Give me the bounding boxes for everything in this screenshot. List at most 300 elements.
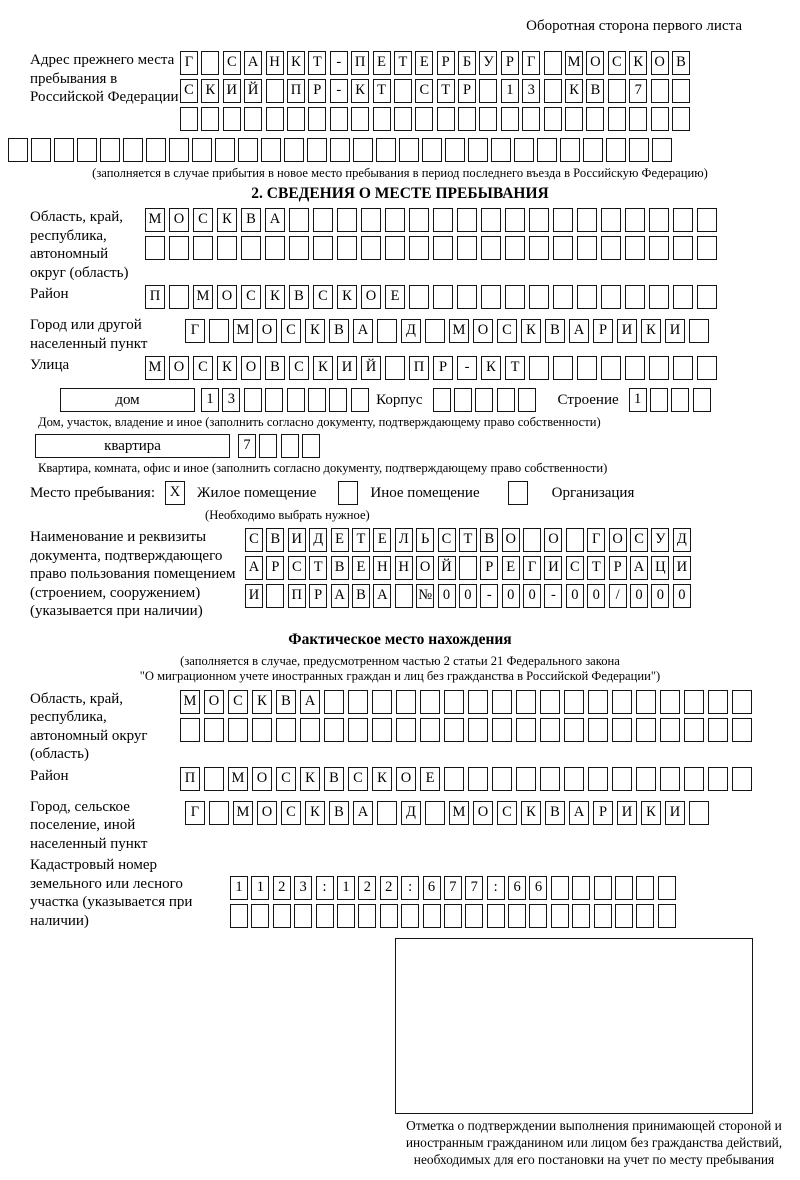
char-cell[interactable] <box>649 208 669 232</box>
char-cell[interactable]: Г <box>522 51 540 75</box>
char-cell[interactable] <box>209 801 229 825</box>
char-cell[interactable]: П <box>409 356 429 380</box>
char-cell[interactable]: А <box>300 690 320 714</box>
char-cell[interactable]: 0 <box>459 584 477 608</box>
char-cell[interactable] <box>518 388 536 412</box>
char-cell[interactable] <box>652 138 672 162</box>
char-cell[interactable] <box>457 285 477 309</box>
char-cell[interactable] <box>612 690 632 714</box>
char-cell[interactable]: Т <box>459 528 477 552</box>
char-cell[interactable] <box>697 236 717 260</box>
char-cell[interactable] <box>606 138 626 162</box>
char-cell[interactable]: Р <box>309 584 327 608</box>
char-cell[interactable]: - <box>457 356 477 380</box>
char-cell[interactable]: М <box>449 319 469 343</box>
char-cell[interactable] <box>287 107 305 131</box>
char-cell[interactable]: В <box>672 51 690 75</box>
char-cell[interactable] <box>693 388 711 412</box>
char-cell[interactable] <box>353 138 373 162</box>
char-cell[interactable]: С <box>289 356 309 380</box>
char-cell[interactable]: - <box>330 51 348 75</box>
char-cell[interactable]: 0 <box>630 584 648 608</box>
char-cell[interactable]: К <box>305 801 325 825</box>
char-cell[interactable] <box>658 876 676 900</box>
char-cell[interactable]: П <box>287 79 305 103</box>
char-cell[interactable] <box>324 718 344 742</box>
char-cell[interactable] <box>514 138 534 162</box>
char-cell[interactable] <box>433 236 453 260</box>
char-cell[interactable]: : <box>487 876 505 900</box>
char-cell[interactable]: Т <box>309 556 327 580</box>
char-cell[interactable]: 1 <box>337 876 355 900</box>
char-cell[interactable] <box>444 690 464 714</box>
char-cell[interactable]: О <box>257 801 277 825</box>
char-cell[interactable] <box>396 690 416 714</box>
char-cell[interactable]: Н <box>373 556 391 580</box>
char-cell[interactable]: О <box>361 285 381 309</box>
char-cell[interactable]: С <box>497 319 517 343</box>
char-cell[interactable]: Г <box>587 528 605 552</box>
char-cell[interactable] <box>180 718 200 742</box>
char-cell[interactable] <box>230 904 248 928</box>
char-cell[interactable] <box>251 904 269 928</box>
char-cell[interactable]: Д <box>401 319 421 343</box>
char-cell[interactable]: Р <box>266 556 284 580</box>
char-cell[interactable]: О <box>586 51 604 75</box>
char-cell[interactable] <box>281 434 299 458</box>
char-cell[interactable]: И <box>665 319 685 343</box>
char-cell[interactable]: 6 <box>508 876 526 900</box>
char-cell[interactable] <box>385 356 405 380</box>
char-cell[interactable] <box>636 904 654 928</box>
house-type-box[interactable]: дом <box>60 388 195 412</box>
char-cell[interactable] <box>302 434 320 458</box>
char-cell[interactable] <box>308 388 326 412</box>
char-cell[interactable] <box>223 107 241 131</box>
char-cell[interactable] <box>588 690 608 714</box>
char-cell[interactable] <box>361 236 381 260</box>
char-cell[interactable]: О <box>204 690 224 714</box>
char-cell[interactable] <box>708 767 728 791</box>
char-cell[interactable]: Е <box>373 51 391 75</box>
char-cell[interactable]: О <box>252 767 272 791</box>
char-cell[interactable]: А <box>244 51 262 75</box>
char-cell[interactable] <box>636 718 656 742</box>
char-cell[interactable]: 7 <box>444 876 462 900</box>
char-cell[interactable] <box>468 690 488 714</box>
char-cell[interactable] <box>420 718 440 742</box>
char-cell[interactable] <box>244 107 262 131</box>
char-cell[interactable] <box>625 356 645 380</box>
char-cell[interactable]: С <box>228 690 248 714</box>
char-cell[interactable]: А <box>630 556 648 580</box>
char-cell[interactable] <box>422 138 442 162</box>
char-cell[interactable]: В <box>352 584 370 608</box>
char-cell[interactable] <box>289 236 309 260</box>
char-cell[interactable]: П <box>351 51 369 75</box>
char-cell[interactable] <box>601 208 621 232</box>
char-cell[interactable] <box>395 584 413 608</box>
char-cell[interactable] <box>551 904 569 928</box>
char-cell[interactable]: А <box>265 208 285 232</box>
char-cell[interactable]: Д <box>401 801 421 825</box>
char-cell[interactable] <box>266 584 284 608</box>
char-cell[interactable] <box>330 138 350 162</box>
char-cell[interactable] <box>316 904 334 928</box>
char-cell[interactable]: 0 <box>438 584 456 608</box>
char-cell[interactable]: В <box>241 208 261 232</box>
char-cell[interactable] <box>146 138 166 162</box>
char-cell[interactable]: Р <box>593 801 613 825</box>
char-cell[interactable] <box>564 718 584 742</box>
char-cell[interactable] <box>31 138 51 162</box>
char-cell[interactable] <box>261 138 281 162</box>
char-cell[interactable] <box>594 876 612 900</box>
char-cell[interactable]: : <box>316 876 334 900</box>
char-cell[interactable]: 0 <box>587 584 605 608</box>
char-cell[interactable]: К <box>372 767 392 791</box>
char-cell[interactable]: Й <box>361 356 381 380</box>
char-cell[interactable] <box>697 285 717 309</box>
char-cell[interactable] <box>54 138 74 162</box>
char-cell[interactable] <box>487 904 505 928</box>
char-cell[interactable] <box>324 690 344 714</box>
char-cell[interactable]: М <box>228 767 248 791</box>
char-cell[interactable]: С <box>438 528 456 552</box>
char-cell[interactable] <box>444 904 462 928</box>
char-cell[interactable]: Р <box>458 79 476 103</box>
char-cell[interactable]: 3 <box>522 79 540 103</box>
char-cell[interactable] <box>425 801 445 825</box>
char-cell[interactable] <box>673 285 693 309</box>
char-cell[interactable] <box>608 107 626 131</box>
char-cell[interactable] <box>636 876 654 900</box>
char-cell[interactable]: С <box>180 79 198 103</box>
char-cell[interactable]: Т <box>352 528 370 552</box>
char-cell[interactable]: О <box>396 767 416 791</box>
char-cell[interactable]: О <box>257 319 277 343</box>
char-cell[interactable]: - <box>480 584 498 608</box>
char-cell[interactable] <box>308 107 326 131</box>
char-cell[interactable] <box>481 236 501 260</box>
char-cell[interactable]: И <box>223 79 241 103</box>
char-cell[interactable]: И <box>617 801 637 825</box>
char-cell[interactable]: Е <box>415 51 433 75</box>
stay-type-checkbox-organization[interactable] <box>508 481 528 505</box>
char-cell[interactable]: Е <box>420 767 440 791</box>
char-cell[interactable] <box>572 904 590 928</box>
char-cell[interactable]: В <box>276 690 296 714</box>
char-cell[interactable] <box>444 718 464 742</box>
char-cell[interactable] <box>481 208 501 232</box>
char-cell[interactable] <box>629 107 647 131</box>
char-cell[interactable] <box>273 904 291 928</box>
char-cell[interactable]: Д <box>673 528 691 552</box>
char-cell[interactable]: К <box>300 767 320 791</box>
char-cell[interactable] <box>394 107 412 131</box>
char-cell[interactable] <box>594 904 612 928</box>
char-cell[interactable]: В <box>329 801 349 825</box>
char-cell[interactable]: Е <box>385 285 405 309</box>
char-cell[interactable]: В <box>545 801 565 825</box>
char-cell[interactable] <box>649 236 669 260</box>
char-cell[interactable] <box>501 107 519 131</box>
char-cell[interactable]: 0 <box>523 584 541 608</box>
char-cell[interactable] <box>588 718 608 742</box>
char-cell[interactable]: К <box>217 356 237 380</box>
char-cell[interactable] <box>672 107 690 131</box>
char-cell[interactable]: С <box>223 51 241 75</box>
char-cell[interactable]: К <box>313 356 333 380</box>
char-cell[interactable] <box>636 767 656 791</box>
char-cell[interactable]: М <box>233 319 253 343</box>
char-cell[interactable]: И <box>245 584 263 608</box>
char-cell[interactable] <box>420 690 440 714</box>
char-cell[interactable]: К <box>201 79 219 103</box>
char-cell[interactable] <box>697 356 717 380</box>
char-cell[interactable]: К <box>305 319 325 343</box>
char-cell[interactable] <box>348 718 368 742</box>
char-cell[interactable] <box>77 138 97 162</box>
char-cell[interactable]: 0 <box>566 584 584 608</box>
char-cell[interactable]: 3 <box>222 388 240 412</box>
char-cell[interactable]: О <box>473 319 493 343</box>
char-cell[interactable]: В <box>266 528 284 552</box>
char-cell[interactable]: М <box>180 690 200 714</box>
char-cell[interactable] <box>479 107 497 131</box>
char-cell[interactable]: И <box>673 556 691 580</box>
char-cell[interactable] <box>553 356 573 380</box>
char-cell[interactable] <box>586 107 604 131</box>
char-cell[interactable] <box>468 718 488 742</box>
char-cell[interactable] <box>672 79 690 103</box>
char-cell[interactable] <box>433 388 451 412</box>
char-cell[interactable] <box>468 767 488 791</box>
char-cell[interactable] <box>553 208 573 232</box>
char-cell[interactable]: Т <box>505 356 525 380</box>
char-cell[interactable] <box>409 236 429 260</box>
char-cell[interactable] <box>372 690 392 714</box>
char-cell[interactable] <box>475 388 493 412</box>
char-cell[interactable]: Й <box>438 556 456 580</box>
char-cell[interactable] <box>651 107 669 131</box>
char-cell[interactable] <box>551 876 569 900</box>
char-cell[interactable]: В <box>586 79 604 103</box>
char-cell[interactable] <box>373 107 391 131</box>
char-cell[interactable] <box>425 319 445 343</box>
char-cell[interactable] <box>708 718 728 742</box>
char-cell[interactable] <box>572 876 590 900</box>
char-cell[interactable] <box>201 107 219 131</box>
char-cell[interactable]: Н <box>395 556 413 580</box>
char-cell[interactable] <box>625 236 645 260</box>
char-cell[interactable] <box>689 319 709 343</box>
char-cell[interactable]: Р <box>501 51 519 75</box>
char-cell[interactable] <box>615 876 633 900</box>
char-cell[interactable]: К <box>521 801 541 825</box>
char-cell[interactable] <box>444 767 464 791</box>
char-cell[interactable]: К <box>481 356 501 380</box>
char-cell[interactable]: О <box>169 208 189 232</box>
char-cell[interactable] <box>445 138 465 162</box>
char-cell[interactable]: П <box>288 584 306 608</box>
char-cell[interactable]: А <box>331 584 349 608</box>
char-cell[interactable] <box>287 388 305 412</box>
char-cell[interactable]: Б <box>458 51 476 75</box>
char-cell[interactable]: И <box>337 356 357 380</box>
char-cell[interactable] <box>615 904 633 928</box>
stay-type-checkbox-residential[interactable]: X <box>165 481 185 505</box>
char-cell[interactable]: С <box>193 208 213 232</box>
char-cell[interactable]: 7 <box>465 876 483 900</box>
char-cell[interactable] <box>123 138 143 162</box>
char-cell[interactable] <box>660 767 680 791</box>
char-cell[interactable]: К <box>337 285 357 309</box>
char-cell[interactable] <box>276 718 296 742</box>
char-cell[interactable]: О <box>169 356 189 380</box>
char-cell[interactable]: А <box>353 319 373 343</box>
char-cell[interactable] <box>625 285 645 309</box>
char-cell[interactable] <box>505 285 525 309</box>
char-cell[interactable] <box>651 79 669 103</box>
char-cell[interactable]: А <box>569 801 589 825</box>
char-cell[interactable]: М <box>145 208 165 232</box>
char-cell[interactable]: О <box>416 556 434 580</box>
char-cell[interactable] <box>660 690 680 714</box>
char-cell[interactable]: Е <box>331 528 349 552</box>
char-cell[interactable]: О <box>544 528 562 552</box>
char-cell[interactable] <box>284 138 304 162</box>
char-cell[interactable] <box>169 138 189 162</box>
char-cell[interactable] <box>577 208 597 232</box>
char-cell[interactable]: А <box>353 801 373 825</box>
char-cell[interactable] <box>601 285 621 309</box>
char-cell[interactable] <box>671 388 689 412</box>
char-cell[interactable]: М <box>145 356 165 380</box>
char-cell[interactable] <box>529 285 549 309</box>
char-cell[interactable] <box>673 236 693 260</box>
char-cell[interactable] <box>385 236 405 260</box>
char-cell[interactable] <box>544 107 562 131</box>
char-cell[interactable]: П <box>145 285 165 309</box>
char-cell[interactable] <box>351 388 369 412</box>
char-cell[interactable] <box>396 718 416 742</box>
char-cell[interactable]: Е <box>373 528 391 552</box>
char-cell[interactable]: В <box>265 356 285 380</box>
char-cell[interactable]: Г <box>523 556 541 580</box>
char-cell[interactable]: 1 <box>201 388 219 412</box>
char-cell[interactable]: Т <box>308 51 326 75</box>
char-cell[interactable] <box>433 285 453 309</box>
char-cell[interactable] <box>516 718 536 742</box>
char-cell[interactable] <box>454 388 472 412</box>
char-cell[interactable] <box>241 236 261 260</box>
char-cell[interactable] <box>329 388 347 412</box>
char-cell[interactable]: С <box>415 79 433 103</box>
char-cell[interactable] <box>577 356 597 380</box>
char-cell[interactable] <box>337 236 357 260</box>
char-cell[interactable] <box>566 528 584 552</box>
char-cell[interactable]: Л <box>395 528 413 552</box>
char-cell[interactable] <box>265 236 285 260</box>
char-cell[interactable] <box>289 208 309 232</box>
char-cell[interactable] <box>625 208 645 232</box>
char-cell[interactable] <box>458 107 476 131</box>
char-cell[interactable]: О <box>241 356 261 380</box>
char-cell[interactable]: В <box>329 319 349 343</box>
char-cell[interactable] <box>358 904 376 928</box>
char-cell[interactable]: М <box>193 285 213 309</box>
char-cell[interactable]: И <box>544 556 562 580</box>
char-cell[interactable]: О <box>473 801 493 825</box>
char-cell[interactable] <box>601 236 621 260</box>
char-cell[interactable] <box>201 51 219 75</box>
char-cell[interactable] <box>209 319 229 343</box>
stay-type-checkbox-other[interactable] <box>338 481 358 505</box>
char-cell[interactable] <box>193 236 213 260</box>
char-cell[interactable] <box>529 208 549 232</box>
char-cell[interactable]: - <box>544 584 562 608</box>
char-cell[interactable]: С <box>281 319 301 343</box>
char-cell[interactable]: 2 <box>358 876 376 900</box>
char-cell[interactable]: Г <box>185 801 205 825</box>
char-cell[interactable] <box>537 138 557 162</box>
char-cell[interactable] <box>238 138 258 162</box>
char-cell[interactable]: 2 <box>273 876 291 900</box>
char-cell[interactable] <box>385 208 405 232</box>
char-cell[interactable] <box>516 690 536 714</box>
char-cell[interactable]: Р <box>433 356 453 380</box>
char-cell[interactable] <box>658 904 676 928</box>
char-cell[interactable] <box>204 767 224 791</box>
char-cell[interactable]: С <box>245 528 263 552</box>
char-cell[interactable] <box>100 138 120 162</box>
char-cell[interactable]: В <box>545 319 565 343</box>
char-cell[interactable] <box>577 236 597 260</box>
char-cell[interactable]: С <box>276 767 296 791</box>
char-cell[interactable]: 0 <box>651 584 669 608</box>
char-cell[interactable] <box>401 904 419 928</box>
char-cell[interactable]: С <box>241 285 261 309</box>
char-cell[interactable] <box>588 767 608 791</box>
char-cell[interactable] <box>266 107 284 131</box>
char-cell[interactable]: О <box>217 285 237 309</box>
char-cell[interactable] <box>423 904 441 928</box>
char-cell[interactable] <box>522 107 540 131</box>
char-cell[interactable] <box>529 236 549 260</box>
char-cell[interactable] <box>376 138 396 162</box>
char-cell[interactable] <box>8 138 28 162</box>
char-cell[interactable] <box>252 718 272 742</box>
char-cell[interactable]: С <box>193 356 213 380</box>
char-cell[interactable] <box>601 356 621 380</box>
char-cell[interactable] <box>544 51 562 75</box>
char-cell[interactable] <box>266 79 284 103</box>
char-cell[interactable] <box>361 208 381 232</box>
char-cell[interactable] <box>145 236 165 260</box>
char-cell[interactable]: В <box>324 767 344 791</box>
char-cell[interactable] <box>508 904 526 928</box>
char-cell[interactable] <box>649 356 669 380</box>
char-cell[interactable]: В <box>480 528 498 552</box>
char-cell[interactable]: Т <box>373 79 391 103</box>
char-cell[interactable]: К <box>521 319 541 343</box>
char-cell[interactable]: А <box>373 584 391 608</box>
char-cell[interactable] <box>468 138 488 162</box>
char-cell[interactable] <box>380 904 398 928</box>
char-cell[interactable] <box>732 690 752 714</box>
char-cell[interactable]: К <box>641 319 661 343</box>
